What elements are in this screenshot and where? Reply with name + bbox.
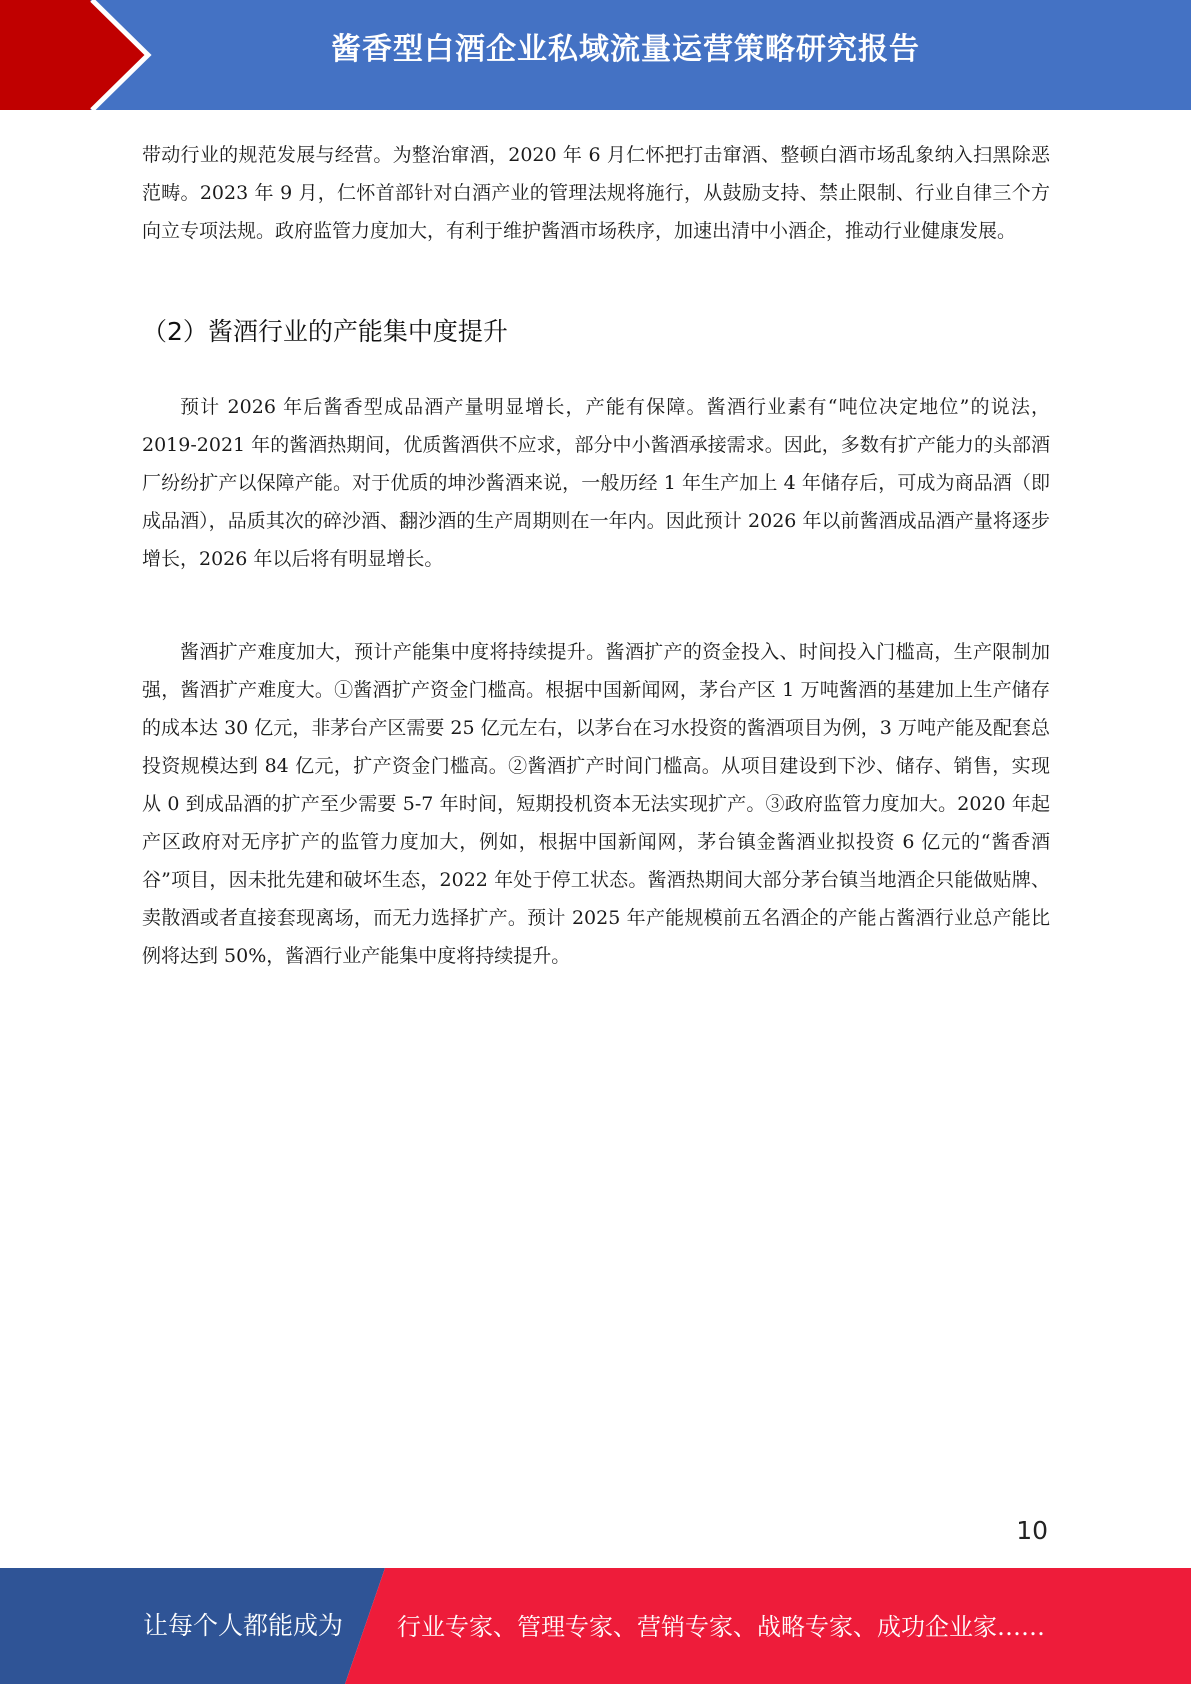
chevron-arrow-icon (0, 0, 160, 110)
capacity-paragraph-block (142, 388, 1050, 578)
intro-paragraph: 带动行业的规范发展与经营。为整治窜酒，2020 年 6 月仁怀把打击窜酒、整顿白酒市场乱象纳入扫黑除恶范畴。2023 年 9 月，仁怀首部针对白酒产业的管理法规将施行，从鼓励支持、禁止限制、行业自律三个方向立专项法规。政府监管力度加大，有利于维护酱酒市场秩序，加速出清中小酒企，推动行业健康发展。 (142, 144, 1050, 242)
report-title: 酱香型白酒企业私域流量运营策略研究报告 (331, 32, 920, 67)
expansion-paragraph-block (142, 633, 1050, 975)
page-number: 10 (1016, 1516, 1048, 1545)
header-banner (0, 0, 1191, 110)
capacity-paragraph: 预计 2026 年后酱香型成品酒产量明显增长，产能有保障。酱酒行业素有“吨位决定地位”的说法，2019-2021 年的酱酒热期间，优质酱酒供不应求，部分中小酱酒承接需求。因此，多数有扩产能力的头部酒厂纷纷扩产以保障产能。对于优质的坤沙酱酒来说，一般历经 1 年生产加上 4 年储存后，可成为商品酒（即成品酒），品质其次的碎沙酒、翻沙酒的生产周期则在一年内。因此预计 2026 年以前酱酒成品酒产量将逐步增长，2026 年以后将有明显增长。 (142, 396, 1050, 570)
footer-banner (0, 1568, 1191, 1684)
intro-paragraph-block (142, 136, 1050, 250)
footer-slogan-left: 让每个人都能成为 (143, 1611, 344, 1640)
expansion-paragraph: 酱酒扩产难度加大，预计产能集中度将持续提升。酱酒扩产的资金投入、时间投入门槛高，生产限制加强，酱酒扩产难度大。①酱酒扩产资金门槛高。根据中国新闻网，茅台产区 1 万吨酱酒的基建加上生产储存的成本达 30 亿元，非茅台产区需要 25 亿元左右，以茅台在习水投资的酱酒项目为例，3 万吨产能及配套总投资规模达到 84 亿元，扩产资金门槛高。②酱酒扩产时间门槛高。从项目建设到下沙、储存、销售，实现从 0 到成品酒的扩产至少需要 5-7 年时间，短期投机资本无法实现扩产。③政府监管力度加大。2020 年起产区政府对无序扩产的监管力度加大，例如，根据中国新闻网，茅台镇金酱酒业拟投资 6 亿元的“酱香酒谷”项目，因未批先建和破坏生态，2022 年处于停工状态。酱酒热期间大部分茅台镇当地酒企只能做贴牌、卖散酒或者直接套现离场，而无力选择扩产。预计 2025 年产能规模前五名酒企的产能占酱酒行业总产能比例将达到 50%，酱酒行业产能集中度将持续提升。 (142, 641, 1050, 967)
footer-slogan-right: 行业专家、管理专家、营销专家、战略专家、成功企业家…… (397, 1613, 1045, 1641)
section-heading: （2）酱酒行业的产能集中度提升 (142, 317, 508, 346)
